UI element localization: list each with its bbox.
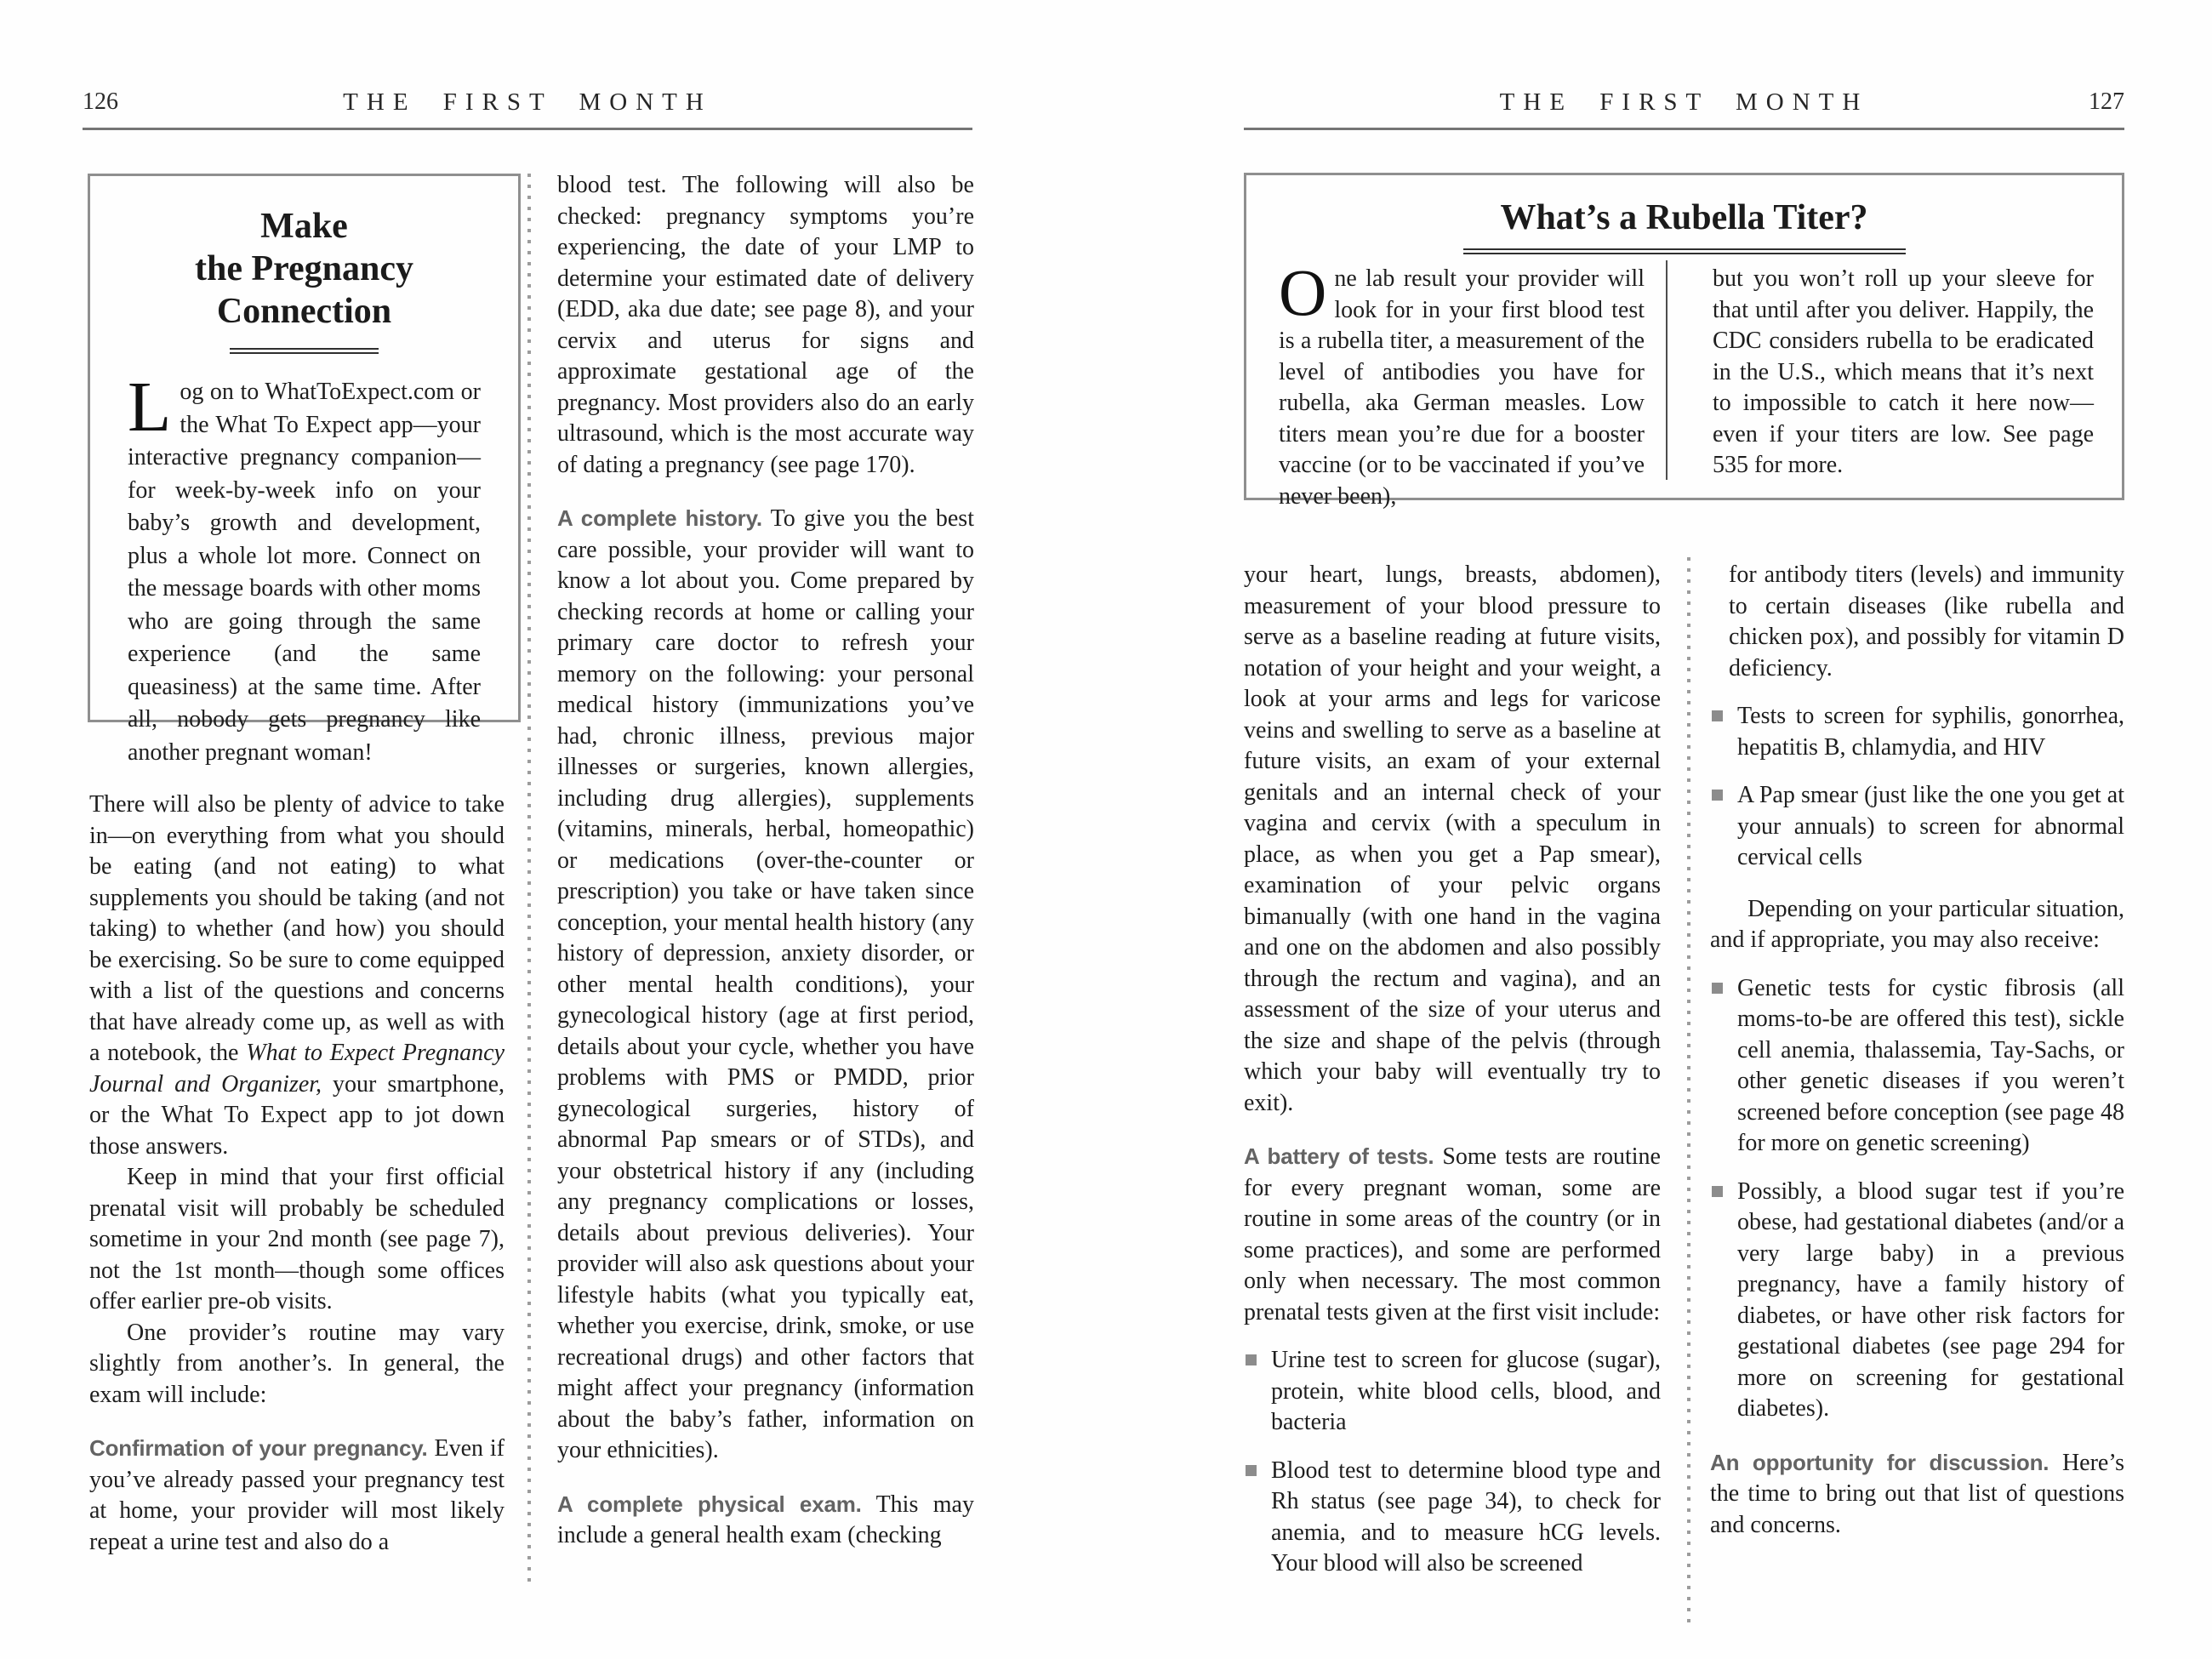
paragraph: your heart, lungs, breasts, abdomen), measurement of your blood pressure to serve as a baseline reading at future visits, notation of your height and your weight, a look at your arms and legs for varicose veins and swelling to serve as a baseline at future visits, an exam of your external genitals and an internal check of your vagina and cervix (with a speculum in place, as when you get a Pap smear), examination of your pelvic organs bimanually (with one hand in the vagina and one on the abdomen and also possibly through the rectum and vagina), and an assessment of the size of your uterus and the size and shape of the pelvis (through which your baby will eventually try to exit). (1244, 562, 1661, 1116)
paragraph-text: Even if you’ve already passed your pregnancy test at home, your provider will most likely repeat a urine test and also do a (89, 1435, 505, 1555)
lead-paragraph (1710, 1447, 2124, 1542)
lead-label: A complete physical exam. (557, 1491, 862, 1517)
paragraph: Keep in mind that your first official prenatal visit will probably be scheduled sometime in your 2nd month (see page 7), not the 1st month—though some offices offer earlier pre-ob visits. (89, 1164, 505, 1314)
bullet-text: Blood test to determine blood type and Rh status (see page 34), to check for anemia, and to measure hCG levels. Your blood will also be screened (1271, 1457, 1661, 1576)
paragraph: One provider’s routine may vary slightly from another’s. In general, the exam will include: (89, 1319, 505, 1408)
lead-label: A battery of tests. (1244, 1143, 1434, 1169)
box-column-divider-rule (1666, 260, 1668, 480)
right-page-column-2 (1710, 560, 2124, 1541)
bullet-text: A Pap smear (just like the one you get at your annuals) to screen for abnormal cervical cells (1737, 782, 2124, 870)
drop-cap: L (128, 368, 172, 447)
bullet-square-icon (1712, 710, 1723, 721)
sidebar-box-pregnancy-connection (88, 174, 521, 766)
lead-label: A complete history. (557, 505, 762, 531)
paragraph-text: your smartphone, or the What To Expect app to jot down those answers. (89, 1070, 505, 1160)
paragraph-text: This may include a general health exam (checking (557, 1491, 974, 1548)
paragraph (89, 790, 505, 1162)
sidebar-box-rubella-titer (1244, 173, 2124, 510)
paragraph-text: Here’s the time to bring out that list of questions and concerns. (1710, 1449, 2125, 1538)
paragraph: blood test. The following will also be checked: pregnancy symptoms you’re experiencing, the date of your LMP to determine your estimated date of delivery (EDD, aka due date; see page 8), and your cervix and uterus for signs and approximate gestational age of the pregnancy. Most providers also do an early ultrasound, which is the most accurate way of dating a pregnancy (see page 170). (557, 172, 974, 478)
bullet-square-icon (1712, 1186, 1723, 1197)
running-head-left: THE FIRST MONTH (343, 88, 712, 116)
bullet-item (1244, 1456, 1661, 1580)
box-column-2: but you won’t roll up your sleeve for that until after you deliver. Happily, the CDC considers rubella to be eradicated in the U.S., which means that it’s next to impossible to catch it here now—even if your titers are low. See page 535 for more. (1713, 265, 2094, 478)
bullet-item (1710, 780, 2124, 874)
bullet-text: Genetic tests for cystic fibrosis (all moms-to-be are offered this test), sickle cell anemia, thalassemia, Tay-Sachs, or other genetic diseases if you weren’t screened before conception (see page 48 for more on genetic screening) (1737, 974, 2124, 1156)
bullet-square-icon (1246, 1354, 1257, 1365)
bullet-item (1710, 973, 2124, 1160)
sidebar-box-title (128, 205, 481, 333)
sidebar-box-paragraph (128, 368, 481, 769)
bullet-text: Urine test to screen for glucose (sugar), protein, white blood cells, blood, and bacteria (1271, 1347, 1661, 1435)
paragraph-text: To give you the best care possible, your provider will want to know a lot about you. Come prepared by checking records at home or calling your primary care doctor to refresh your memory on the following: your personal medical history (immunizations you’ve had, chronic illness, previous major illnesses or surgeries, known allergies, including drug allergies), supplements (vitamins, minerals, herbal, homeopathic) or medications (over-the-counter or prescription) you take or have taken since conception, your mental health history (any history of depression, anxiety disorder, or other mental health conditions), your gynecological history (age at first period, details about your cycle, whether you have problems with PMS or PMDD, prior gynecological surgeries, history of abnormal Pap smears or of STDs), and your obstetrical history if any (including any pregnancy complications or losses, details about previous deliveries). Your provider will also ask questions about your lifestyle habits (what you typically eat, whether you exercise, drink, smoke, or use recreational drugs) and other factors that might affect your pregnancy (information about the baby’s father, information on your ethnicities). (557, 505, 974, 1463)
page-number-right: 127 (2089, 88, 2124, 115)
bullet-item (1710, 1177, 2124, 1425)
paragraph: Depending on your particular situation, and if appropriate, you may also receive: (1710, 895, 2124, 953)
box-column-text: ne lab result your provider will look for in your first blood test is a rubella titer, a measurement of the level of antibodies you have for rubella, aka German measles. Low titers mean you’re due for a booster vaccine (or to be vaccinated if you’ve never been), (1279, 265, 1645, 510)
left-page-column-1 (89, 790, 505, 1558)
header-rule-left (83, 128, 972, 130)
sidebar-box-title: What’s a Rubella Titer? (1500, 198, 1868, 237)
lead-paragraph (557, 503, 974, 1467)
sidebar-box-text: og on to WhatToExpect.com or the What To Expect app—your interactive pregnancy companion—for week-by-week info on your baby’s growth and development, plus a whole lot more. Connect on the message boards with other moms who are going through the same experience (and the same queasiness) at the same time. After all, nobody gets pregnancy like another pregnant woman! (128, 379, 481, 766)
lead-paragraph (1244, 1141, 1661, 1328)
bullet-item (1244, 1345, 1661, 1439)
lead-paragraph (89, 1433, 505, 1558)
paragraph-text: There will also be plenty of advice to take in—on everything from what you should be eating (and not eating) to what supplements you should be taking (and not taking) to whether (and how) you should be exercising. So be sure to come equipped with a list of the questions and concerns that have already come up, as well as with a notebook, the (89, 791, 505, 1066)
lead-paragraph (557, 1489, 974, 1552)
paragraph: for antibody titers (levels) and immunity to certain diseases (like rubella and chicken pox), and possibly for vitamin D deficiency. (1729, 562, 2124, 681)
book-title-italic: What to Expect Pregnancy Journal and Organizer, (89, 1040, 505, 1097)
title-double-rule (230, 348, 379, 354)
bullet-square-icon (1246, 1465, 1257, 1476)
paragraph-text: Some tests are routine for every pregnant woman, some are routine in some areas of the country (or in some practices), and some are performed only when necessary. The most common prenatal tests given at the first visit include: (1244, 1143, 1661, 1325)
title-double-rule (1463, 248, 1906, 254)
drop-cap: O (1279, 255, 1327, 329)
right-page-column-1 (1244, 560, 1661, 1580)
page-number-left: 126 (83, 88, 118, 115)
bullet-square-icon (1712, 790, 1723, 801)
lead-label: An opportunity for discussion. (1710, 1449, 2050, 1475)
bullet-item (1710, 701, 2124, 763)
column-divider-dotted-right (1687, 557, 1690, 1625)
running-head-right: THE FIRST MONTH (1499, 88, 1869, 116)
sidebar-title-line: Connection (216, 292, 392, 331)
bullet-text: Possibly, a blood sugar test if you’re obese, had gestational diabetes (and/or a very large baby) in a previous pregnancy, have a family history of diabetes, or have other risk factors for gestational diabetes (see page 294 for more on screening for gestational diabetes). (1737, 1177, 2124, 1422)
header-rule-right (1244, 128, 2124, 130)
sidebar-title-line: the Pregnancy (194, 249, 414, 288)
bullet-text: Tests to screen for syphilis, gonorrhea, hepatitis B, chlamydia, and HIV (1737, 703, 2124, 761)
sidebar-title-line: Make (260, 207, 348, 246)
left-page-column-2 (557, 170, 974, 1552)
column-divider-dotted-left (527, 174, 531, 1588)
bullet-square-icon (1712, 983, 1723, 994)
box-column-1 (1279, 255, 1645, 512)
lead-label: Confirmation of your pregnancy. (89, 1435, 428, 1461)
